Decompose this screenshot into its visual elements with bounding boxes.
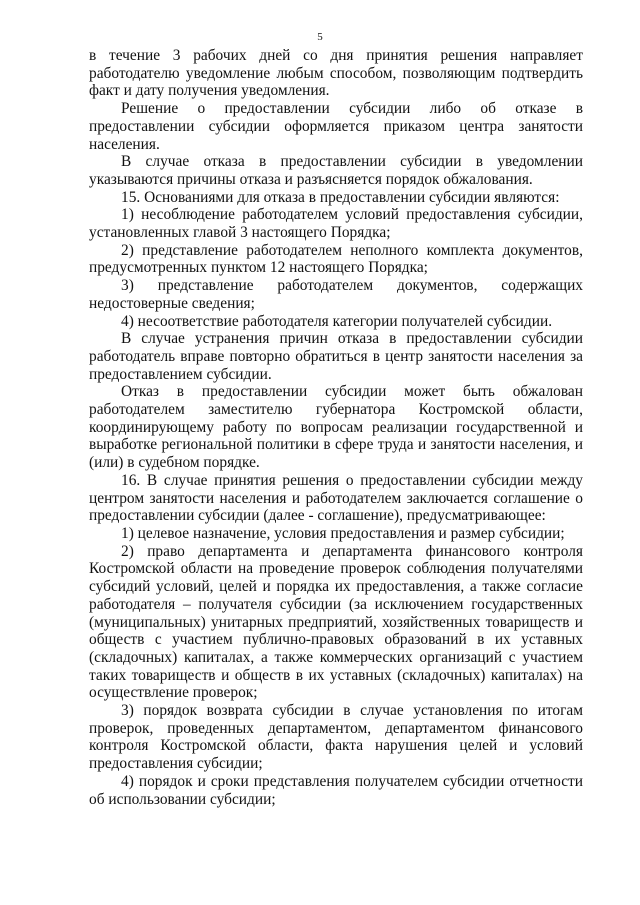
- list-item: 1) несоблюдение работодателем условий предоставления субсидии, установленных главой 3 настоящего Порядка;: [89, 206, 583, 242]
- list-item: 2) право департамента и департамента финансового контроля Костромской области на проведение проверок соблюдения получателями субсидий условий, целей и порядка их предоставления, а также согласие работодателя – получателя субсидии (за исключением государственных (муниципальных) унитарных предприятий, хозяйственных товариществ и обществ с участием публично-правовых образований в их уставных (складочных) капиталах, а также коммерческих организаций с участием таких товариществ и обществ в их уставных (складочных) капиталах) на осуществление проверок;: [89, 542, 583, 702]
- paragraph: 16. В случае принятия решения о предоставлении субсидии между центром занятости населения и работодателем заключается соглашение о предоставлении субсидии (далее - соглашение), предусматривающее:: [89, 471, 583, 525]
- list-item: 3) представление работодателем документов, содержащих недостоверные сведения;: [89, 277, 583, 312]
- paragraph: Отказ в предоставлении субсидии может быть обжалован работодателем заместителю губернатора Костромской области, координирующему работу по вопросам реализации государственной и выработке региональной политики в сфере труда и занятости населения, и (или) в судебном порядке.: [89, 383, 583, 472]
- paragraph: в течение 3 рабочих дней со дня принятия решения направляет работодателю уведомление любым способом, позволяющим подтвердить факт и дату получения уведомления.: [89, 47, 583, 100]
- paragraph: 15. Основаниями для отказа в предоставлении субсидии являются:: [121, 188, 560, 206]
- list-item: 4) несоответствие работодателя категории получателей субсидии.: [121, 312, 553, 330]
- page-number: 5: [317, 31, 323, 43]
- paragraph: Решение о предоставлении субсидии либо об отказе в предоставлении субсидии оформляется приказом центра занятости населения.: [89, 100, 583, 153]
- list-item: 4) порядок и сроки представления получателем субсидии отчетности об использовании субсидии;: [89, 772, 583, 808]
- paragraph: В случае отказа в предоставлении субсидии в уведомлении указываются причины отказа и разъясняется порядок обжалования.: [89, 153, 583, 188]
- paragraph: В случае устранения причин отказа в предоставлении субсидии работодатель вправе повторно обратиться в центр занятости населения за предоставлением субсидии.: [89, 330, 583, 383]
- document-body: [89, 47, 583, 808]
- list-item: 2) представление работодателем неполного комплекта документов, предусмотренных пунктом 12 настоящего Порядка;: [89, 241, 583, 277]
- list-item: 1) целевое назначение, условия предоставления и размер субсидии;: [121, 524, 565, 542]
- list-item: 3) порядок возврата субсидии в случае установления по итогам проверок, проведенных департаментом, департаментом финансового контроля Костромской области, факта нарушения целей и условий предоставления субсидии;: [89, 702, 583, 773]
